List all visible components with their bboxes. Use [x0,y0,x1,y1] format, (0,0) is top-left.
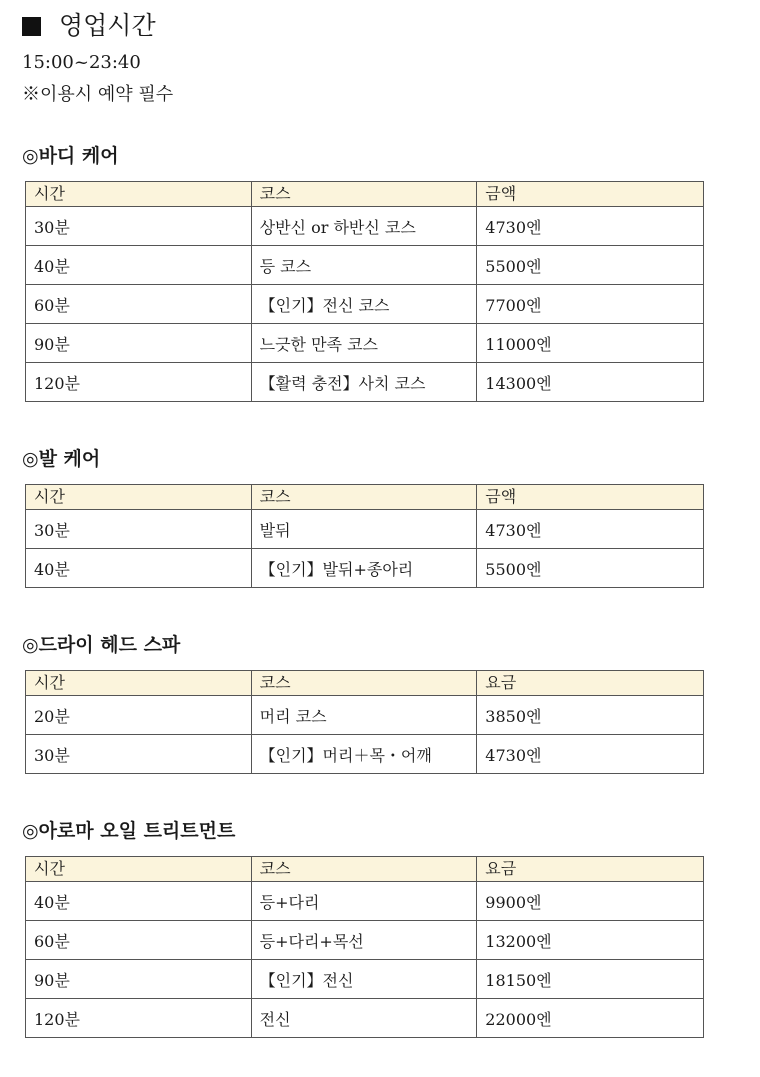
header-price: 금액 [477,485,704,510]
table-row [26,207,704,246]
cell-price: 5500엔 [477,549,704,588]
cell-course: 【활력 충전】사치 코스 [251,363,477,402]
header-course: 코스 [251,857,477,882]
cell-course: 전신 [251,999,477,1038]
section-title-body-care: ◎바디 케어 [22,145,119,167]
cell-course: 머리 코스 [251,696,477,735]
price-table-body-care [25,181,704,402]
cell-time: 120분 [26,999,252,1038]
cell-course: 【인기】머리＋목・어깨 [251,735,477,774]
cell-price: 5500엔 [477,246,704,285]
cell-course: 등+다리 [251,882,477,921]
cell-price: 4730엔 [477,735,704,774]
header-price: 금액 [477,182,704,207]
table-row [26,735,704,774]
cell-course: 상반신 or 하반신 코스 [251,207,477,246]
cell-time: 90분 [26,324,252,363]
cell-time: 120분 [26,363,252,402]
header-price: 요금 [477,671,704,696]
cell-time: 30분 [26,207,252,246]
cell-price: 11000엔 [477,324,704,363]
table-row [26,921,704,960]
table-row [26,363,704,402]
cell-course: 【인기】전신 코스 [251,285,477,324]
reservation-note: ※이용시 예약 필수 [22,84,174,105]
table-header-row [26,182,704,207]
table-header-row [26,485,704,510]
cell-course: 발뒤 [251,510,477,549]
price-table-head-spa [25,670,704,774]
cell-price: 9900엔 [477,882,704,921]
cell-price: 14300엔 [477,363,704,402]
table-row [26,960,704,999]
header-time: 시간 [26,485,252,510]
cell-price: 4730엔 [477,510,704,549]
cell-time: 20분 [26,696,252,735]
cell-price: 18150엔 [477,960,704,999]
cell-time: 40분 [26,549,252,588]
cell-time: 90분 [26,960,252,999]
table-row [26,999,704,1038]
header-time: 시간 [26,182,252,207]
header-time: 시간 [26,671,252,696]
cell-time: 30분 [26,735,252,774]
header-course: 코스 [251,671,477,696]
hours-title: 영업시간 [59,11,156,40]
price-table-aroma-oil [25,856,704,1038]
cell-course: 【인기】발뒤+종아리 [251,549,477,588]
cell-course: 【인기】전신 [251,960,477,999]
cell-course: 등+다리+목선 [251,921,477,960]
cell-time: 30분 [26,510,252,549]
business-hours: 15:00~23:40 [22,52,141,73]
table-row [26,285,704,324]
table-row [26,882,704,921]
table-row [26,510,704,549]
table-header-row [26,857,704,882]
section-title-foot-care: ◎발 케어 [22,448,101,470]
square-bullet-icon [22,17,41,36]
cell-time: 60분 [26,921,252,960]
cell-time: 60분 [26,285,252,324]
cell-price: 22000엔 [477,999,704,1038]
header-course: 코스 [251,182,477,207]
cell-time: 40분 [26,882,252,921]
header-course: 코스 [251,485,477,510]
table-header-row [26,671,704,696]
cell-course: 등 코스 [251,246,477,285]
cell-price: 7700엔 [477,285,704,324]
table-row [26,324,704,363]
table-row [26,246,704,285]
price-table-foot-care [25,484,704,588]
table-row [26,549,704,588]
cell-price: 4730엔 [477,207,704,246]
cell-price: 13200엔 [477,921,704,960]
header-price: 요금 [477,857,704,882]
cell-price: 3850엔 [477,696,704,735]
cell-course: 느긋한 만족 코스 [251,324,477,363]
table-row [26,696,704,735]
section-title-aroma-oil: ◎아로마 오일 트리트먼트 [22,820,236,842]
section-title-head-spa: ◎드라이 헤드 스파 [22,634,181,656]
header-time: 시간 [26,857,252,882]
hours-heading [22,8,156,44]
cell-time: 40분 [26,246,252,285]
